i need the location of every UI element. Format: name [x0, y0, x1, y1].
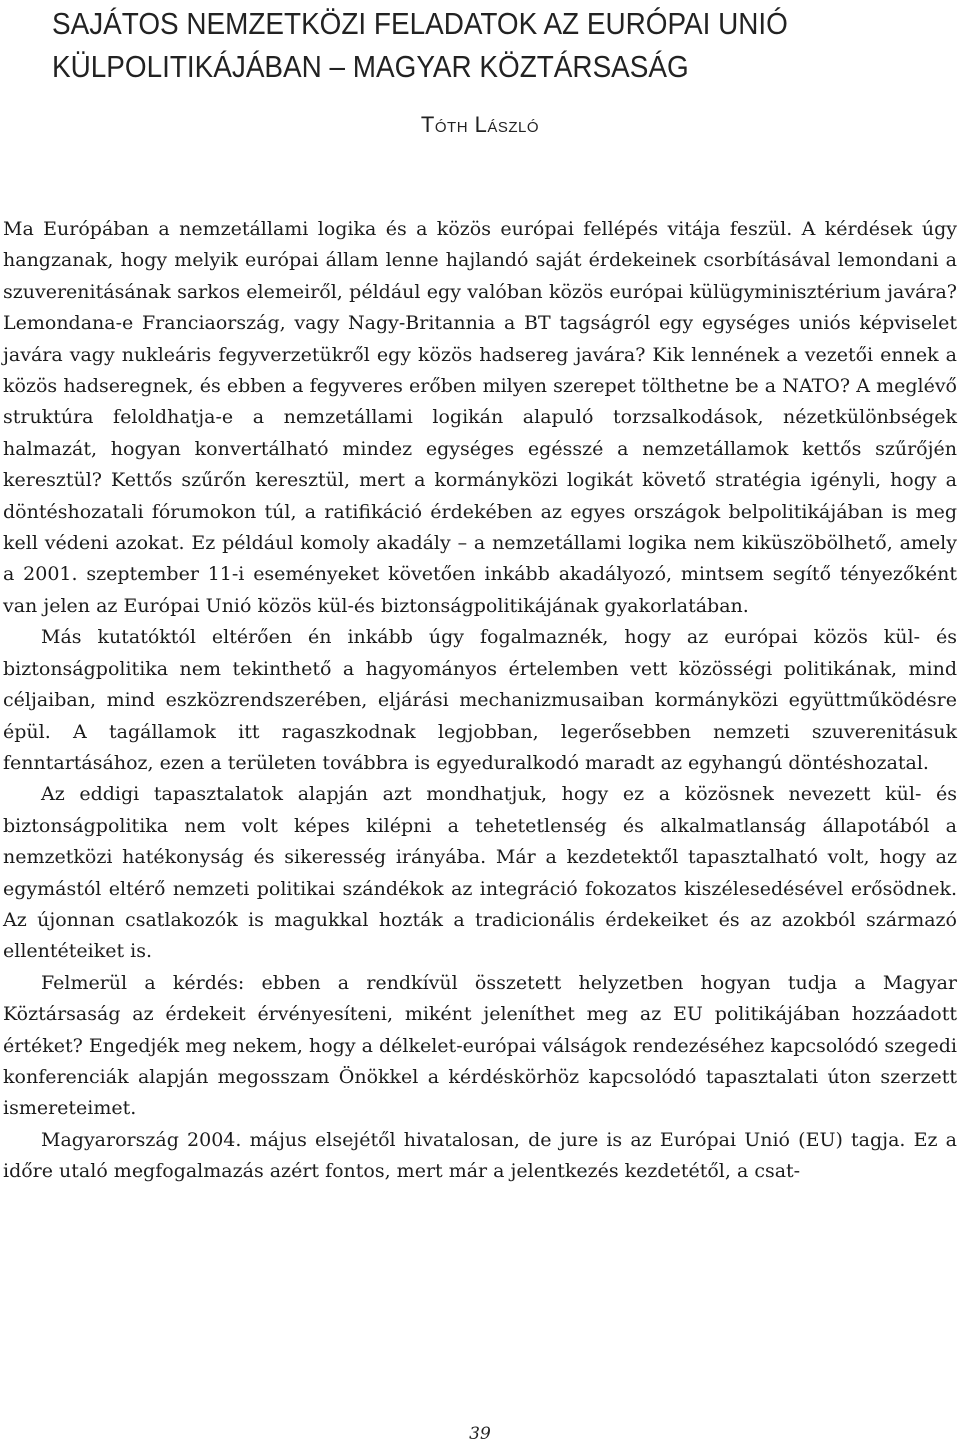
- article-title-line-1: SAJÁTOS NEMZETKÖZI FELADATOK AZ EURÓPAI UNIÓ: [52, 6, 788, 41]
- page-number: 39: [469, 1424, 491, 1444]
- article-title: [52, 2, 844, 88]
- paragraph-3: Az eddigi tapasztalatok alapján azt mondhatjuk, hogy ez a közösnek nevezett kül- és biztonságpolitika nem volt képes kilépni a tehetetlenség és alkalmatlanság állapotából a nemzetközi hatékonyság és sikeresség irányába. Már a kezdetektől tapasztalható volt, hogy az egymástól eltérő nemzeti politikai szándékok az integráció fokozatos kiszélesedésével erősödnek. Az újonnan csatlakozók is magukkal hozták a tradicionális érdekeiket és az azokból származó ellentéteiket is.: [3, 783, 957, 963]
- author-name: Tóth László: [420, 112, 540, 137]
- paragraph-5: Magyarország 2004. május elsejétől hivatalosan, de jure is az Európai Unió (EU) tagja. Ez a időre utaló megfogalmazás azért fontos, mert már a jelentkezés kezdetétől, a csat-: [3, 1128, 957, 1183]
- article-title-line-2: KÜLPOLITIKÁJÁBAN – MAGYAR KÖZTÁRSASÁG: [52, 49, 689, 84]
- paragraph-1: Ma Európában a nemzetállami logika és a közös európai fellépés vitája feszül. A kérdések úgy hangzanak, hogy melyik európai állam lenne hajlandó saját érdekeinek csorbításával lemondani a szuverenitásának sarkos elemeiről, például egy valóban közös európai külügyminisztérium javára? Lemondana-e Franciaország, vagy Nagy-Britannia a BT tagságról egy egységes uniós képviselet javára vagy nukleáris fegyverzetükről egy közös hadsereg javára? Kik lennének a vezetői ennek a közös hadseregnek, és ebben a fegyveres erőben milyen szerepet tölthetne be a NATO? A meglévő struktúra feloldhatja-e a nemzetállami logikán alapuló torzsalkodások, nézetkülönbségek halmazát, hogyan konvertálható mindez egységes egésszé a nemzetállamok kettős szűrőjén keresztül? Kettős szűrőn keresztül, mert a kormányközi logikát követő stratégia igényli, hogy a döntéshozatali fórumokon túl, a ratifikáció érdekében az egyes országok belpolitikájában is meg kell védeni azokat. Ez például komoly akadály – a nemzetállami logika nem kiküszöbölhető, amely a 2001. szeptember 11-i eseményeket követően inkább akadályozó, mintsem segítő tényezőként van jelen az Európai Unió közös kül-és biztonságpolitikájának gyakorlatában.: [3, 218, 957, 617]
- article-body: [3, 214, 957, 1188]
- paragraph-4: Felmerül a kérdés: ebben a rendkívül összetett helyzetben hogyan tudja a Magyar Köztársaság az érdekeit érvényesíteni, miként jeleníthet meg az EU politikájában hozzáadott értéket? Engedjék meg nekem, hogy a délkelet-európai válságok rendezéséhez kapcsolódó szegedi konferenciák alapján megosszam Önökkel a kérdéskörhöz kapcsolódó tapasztalati úton szerzett ismereteimet.: [3, 971, 957, 1120]
- paragraph-2: Más kutatóktól eltérően én inkább úgy fogalmaznék, hogy az európai közös kül- és biztonságpolitika nem tekinthető a hagyományos értelemben vett közösségi politikának, mind céljaiban, mind eszközrendszerében, eljárási mechanizmusaiban kormányközi együttműködésre épül. A tagállamok itt ragaszkodnak legjobban, legerősebben nemzeti szuverenitásuk fenntartásához, ezen a területen továbbra is egyeduralkodó maradt az egyhangú döntéshozatal.: [3, 626, 957, 774]
